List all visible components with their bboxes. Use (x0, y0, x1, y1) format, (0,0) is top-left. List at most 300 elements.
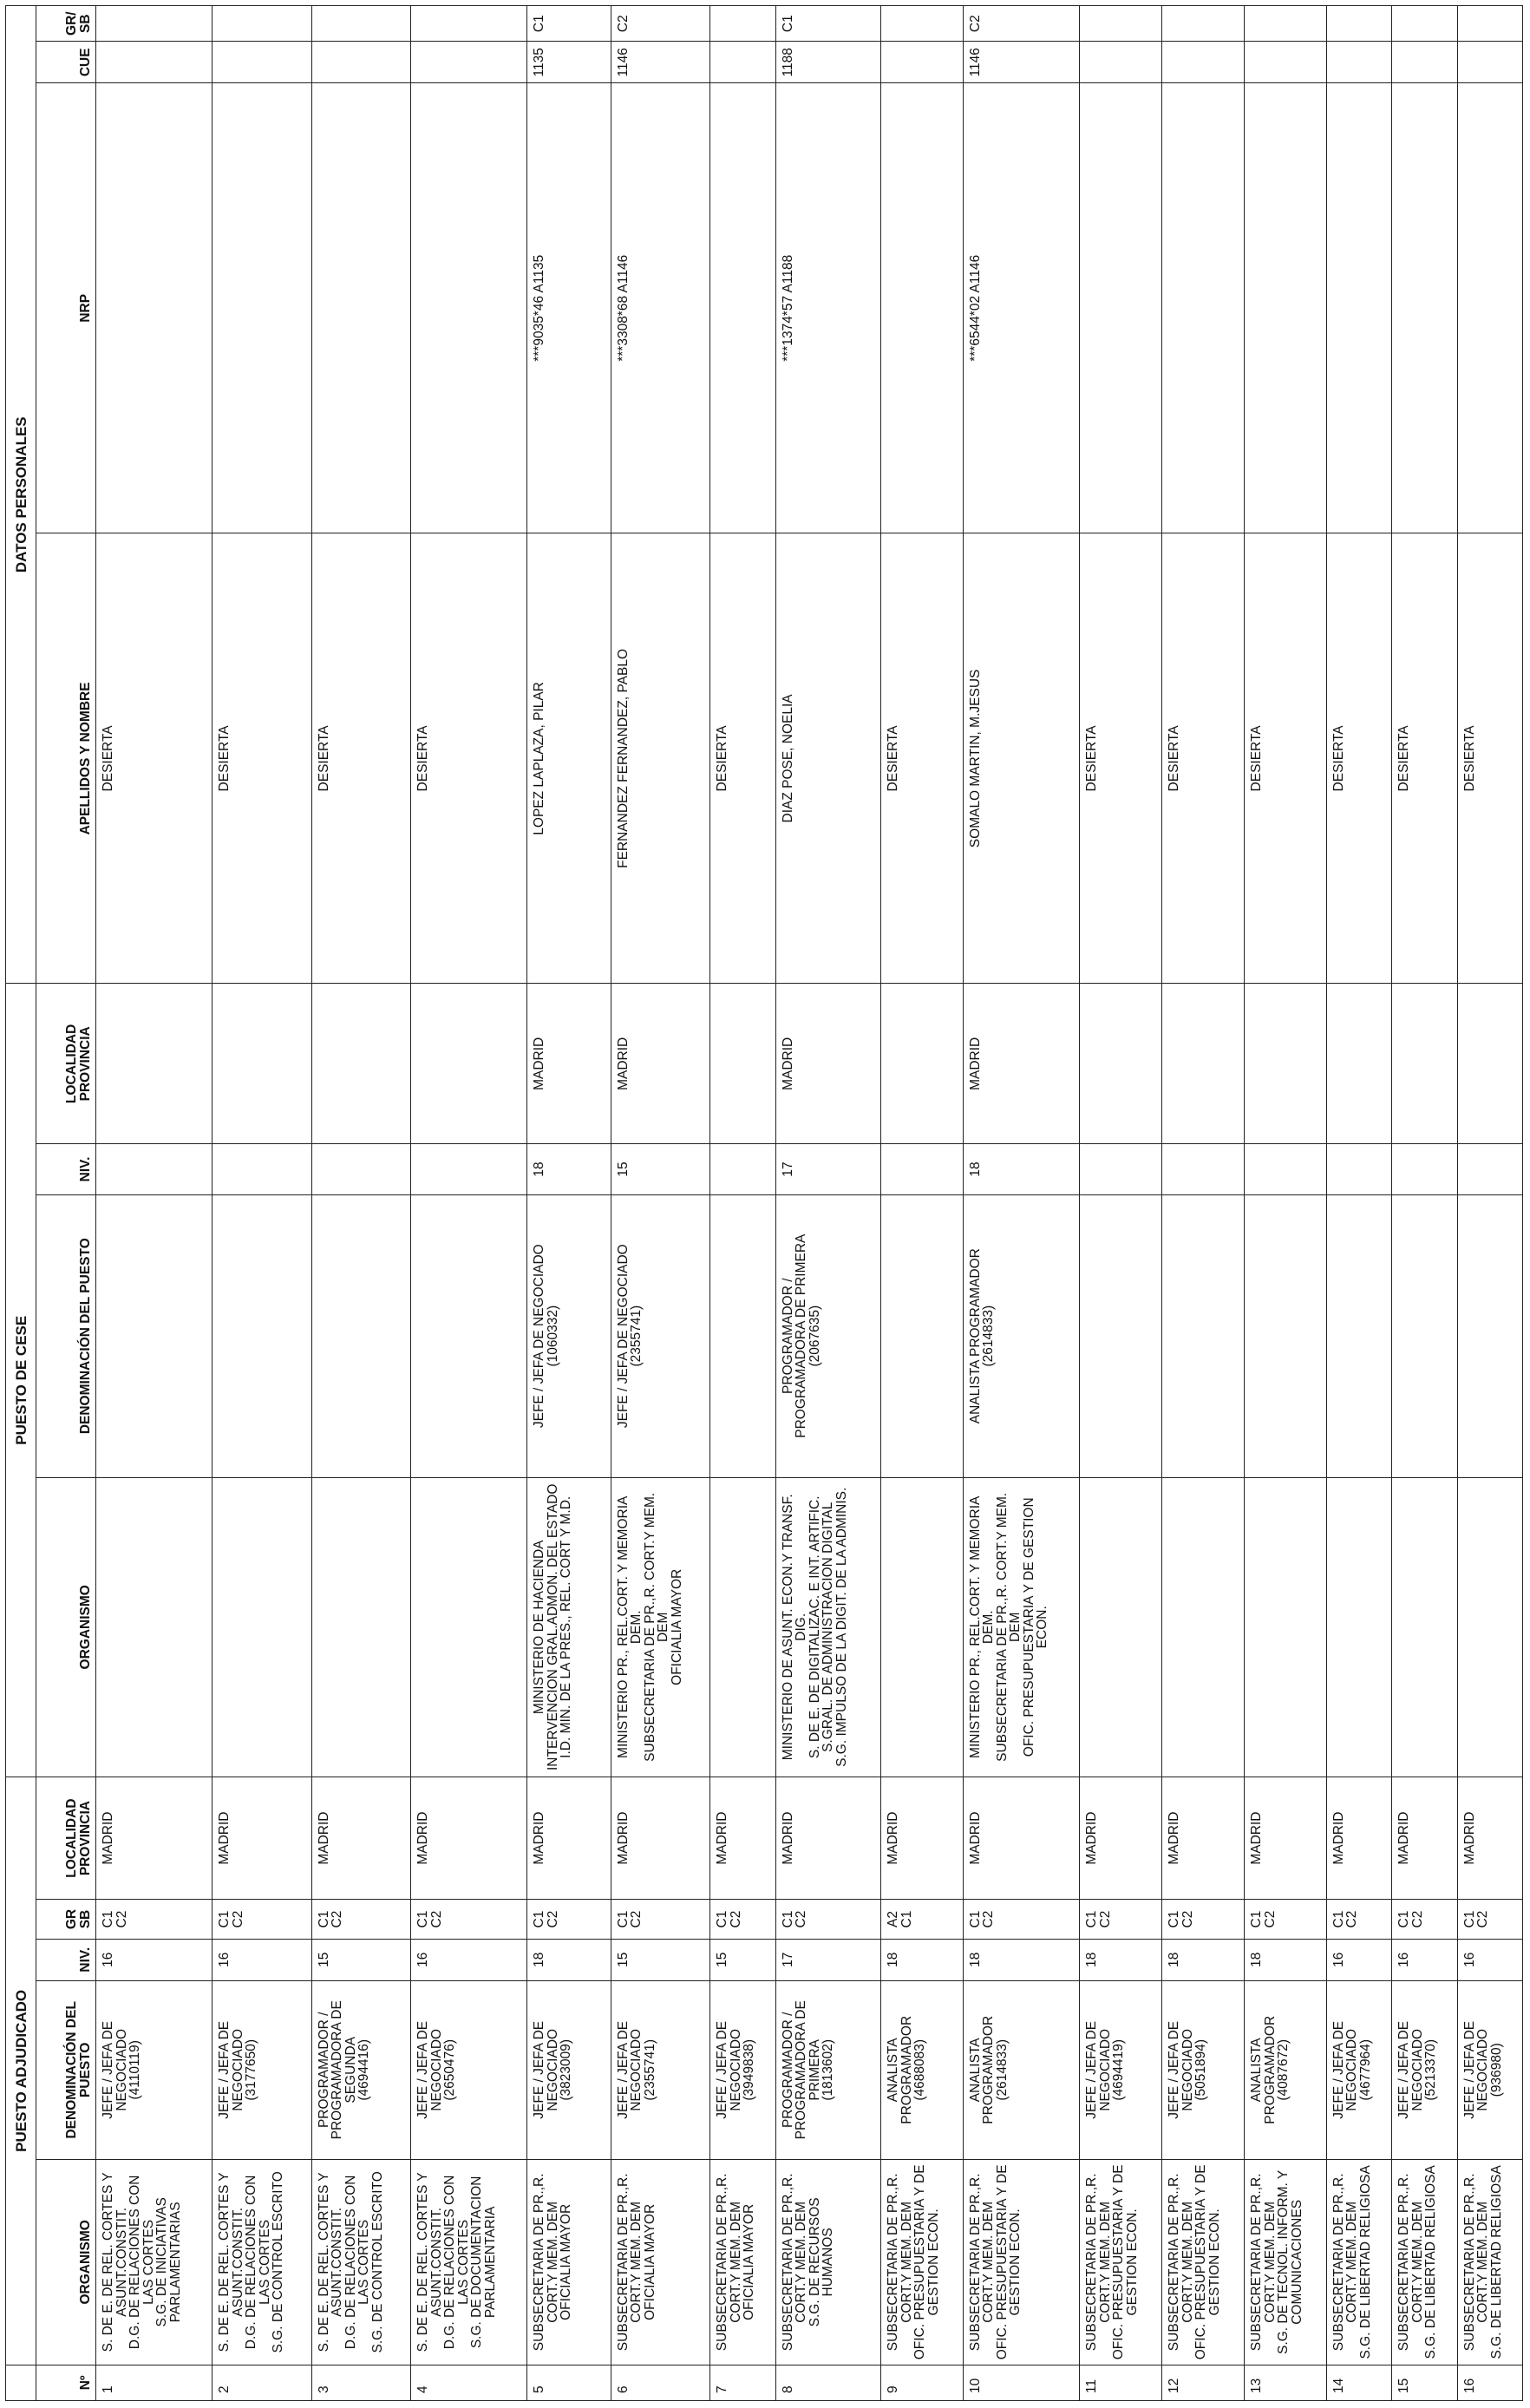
adjudicado-organismo-line: S. DE E. DE REL. CORTES Y ASUNT.CONSTIT. (217, 2172, 245, 2352)
adjudicado-denominacion-line: (5051894) (1193, 2038, 1209, 2101)
col-niv: NIV. (36, 1939, 96, 1980)
adjudicado-localidad: MADRID (96, 1777, 212, 1899)
adjudicado-grupo-line: C1 (1167, 1910, 1182, 1928)
cese-nivel: 17 (775, 1144, 881, 1195)
row-number: 3 (311, 2365, 411, 2400)
cese-denominacion (611, 1194, 710, 1477)
adjudicado-denominacion-line: (3177650) (244, 2038, 259, 2101)
adjudicado-grupo-line: C2 (545, 1910, 560, 1928)
cese-denominacion (1245, 1194, 1327, 1477)
apellidos-nombre: DESIERTA (1245, 533, 1327, 984)
adjudicado-nivel: 16 (411, 1939, 527, 1980)
adjudicado-organismo-line: SUBSECRETARIA DE PR.,R. CORT.Y MEM. DEM (1249, 2173, 1278, 2352)
adjudicado-denominacion-line: ANALISTA PROGRAMADOR (967, 2015, 997, 2124)
apellidos-nombre: DESIERTA (1162, 533, 1245, 984)
adjudicado-organismo-line: S.G. DE LIBERTAD RELIGIOSA (1423, 2165, 1439, 2359)
adjudicado-localidad: MADRID (411, 1777, 527, 1899)
row-number: 15 (1392, 2365, 1457, 2400)
adjudicado-denominacion-line: (5213370) (1423, 2038, 1439, 2101)
adjudicado-organismo-line: OFICIALIA MAYOR (642, 2203, 657, 2320)
apellidos-nombre: DESIERTA (311, 533, 411, 984)
adjudicado-organismo (1326, 2159, 1391, 2365)
adjudicado-organismo (96, 2159, 212, 2365)
cese-organismo (881, 1477, 964, 1777)
nrp (311, 83, 411, 533)
cese-nivel (1457, 1144, 1522, 1195)
nrp (1245, 83, 1327, 533)
adjudicado-denominacion (411, 1980, 527, 2159)
row-number: 8 (775, 2365, 881, 2400)
cese-organismo (311, 1477, 411, 1777)
grupo-personal (1457, 6, 1522, 42)
table-row (1326, 6, 1391, 2401)
table-row (527, 6, 611, 2401)
adjudicado-organismo-line: S.G. DE DOCUMENTACION PARLAMENTARIA (469, 2176, 498, 2349)
adjudicado-denominacion (963, 1980, 1079, 2159)
adjudicado-denominacion-line: PROGRAMADOR / (780, 2012, 795, 2129)
cese-denominacion (1162, 1194, 1245, 1477)
cese-organismo (963, 1477, 1079, 1777)
row-number: 7 (710, 2365, 775, 2400)
adjudicado-organismo (527, 2159, 611, 2365)
cese-denominacion-line: JEFE / JEFA DE NEGOCIADO (532, 1244, 547, 1429)
adjudicado-organismo-line: OFICIALIA MAYOR (559, 2203, 574, 2320)
cese-denominacion (963, 1194, 1079, 1477)
cese-localidad: MADRID (611, 984, 710, 1144)
cese-denominacion-line: (1060332) (545, 1305, 560, 1367)
adjudicado-nivel: 16 (1457, 1939, 1522, 1980)
cese-localidad: MADRID (963, 984, 1079, 1144)
adjudicado-grupo-line: C2 (1475, 1910, 1491, 1928)
table-row (775, 6, 881, 2401)
cuerpo (1162, 42, 1245, 83)
cese-organismo (710, 1477, 775, 1777)
col-cese-niv: NIV. (36, 1144, 96, 1195)
col-localidad: LOCALIDAD PROVINCIA (36, 1777, 96, 1899)
adjudicado-nivel: 18 (881, 1939, 964, 1980)
grupo-personal (1080, 6, 1162, 42)
apellidos-nombre: SOMALO MARTIN, M.JESUS (963, 533, 1079, 984)
adjudicado-grupo (212, 1900, 312, 1940)
adjudicado-denominacion-line: (2355741) (642, 2038, 657, 2101)
adjudicado-localidad: MADRID (1326, 1777, 1391, 1899)
apellidos-nombre: DESIERTA (1457, 533, 1522, 984)
adjudicado-localidad: MADRID (1392, 1777, 1457, 1899)
adjudicado-organismo (1457, 2159, 1522, 2365)
table-row (411, 6, 527, 2401)
adjudicado-grupo-line: C2 (114, 1910, 129, 1928)
cese-denominacion (411, 1194, 527, 1477)
cese-nivel (1162, 1144, 1245, 1195)
row-number: 1 (96, 2365, 212, 2400)
cese-denominacion (1080, 1194, 1162, 1477)
adjudicado-organismo-line: S. DE E. DE REL. CORTES Y ASUNT.CONSTIT. (101, 2172, 129, 2352)
adjudicado-organismo (1392, 2159, 1457, 2365)
cese-organismo-line: MINISTERIO DE ASUNT. ECON.Y TRANSF. DIG. (780, 1494, 808, 1761)
grupo-personal (311, 6, 411, 42)
adjudicado-localidad: MADRID (775, 1777, 881, 1899)
adjudicado-organismo-line: S. DE E. DE REL. CORTES Y ASUNT.CONSTIT. (316, 2172, 345, 2352)
adjudicado-localidad: MADRID (212, 1777, 312, 1899)
adjudicado-nivel: 16 (1392, 1939, 1457, 1980)
grupo-personal (1162, 6, 1245, 42)
apellidos-nombre: DESIERTA (96, 533, 212, 984)
nrp (1162, 83, 1245, 533)
adjudicado-grupo (527, 1900, 611, 1940)
cese-organismo (1392, 1477, 1457, 1777)
adjudicado-denominacion-line: JEFE / JEFA DE NEGOCIADO (1461, 2020, 1491, 2119)
adjudicado-grupo (1162, 1900, 1245, 1940)
cese-organismo-line: MINISTERIO DE HACIENDA (532, 1540, 547, 1715)
adjudicado-grupo-line: C2 (230, 1910, 245, 1928)
apellidos-nombre: DESIERTA (411, 533, 527, 984)
table-body (96, 6, 1523, 2401)
adjudicado-denominacion-line: ANALISTA PROGRAMADOR (886, 2015, 914, 2124)
adjudicado-denominacion-line: JEFE / JEFA DE NEGOCIADO (1331, 2020, 1360, 2119)
nrp: ***3308*68 A1146 (611, 83, 710, 533)
adjudicado-grupo-line: C1 (899, 1910, 914, 1928)
nrp (1392, 83, 1457, 533)
adjudicado-grupo-line: C2 (330, 1910, 345, 1928)
adjudicado-denominacion-line: (1813602) (821, 2038, 835, 2101)
apellidos-nombre: DESIERTA (212, 533, 312, 984)
adjudicado-grupo-line: C2 (1409, 1910, 1425, 1928)
adjudicado-denominacion (1457, 1980, 1522, 2159)
adjudicado-organismo (1162, 2159, 1245, 2365)
adjudicado-denominacion-line: (4688083) (912, 2038, 928, 2101)
cese-organismo-line: INTERVENCION GRAL.ADMON. DEL ESTADO (545, 1483, 560, 1771)
cese-organismo-line: S. DE E. DE DIGITALIZAC. E INT. ARTIFIC. (807, 1495, 822, 1759)
adjudicado-organismo (212, 2159, 312, 2365)
adjudicado-grupo-line: C1 (1331, 1910, 1346, 1928)
apellidos-nombre: DESIERTA (881, 533, 964, 984)
cuerpo (1080, 42, 1162, 83)
adjudicado-denominacion (881, 1980, 964, 2159)
table-row (1392, 6, 1457, 2401)
nrp (212, 83, 312, 533)
adjudicado-denominacion (1392, 1980, 1457, 2159)
adjudicado-localidad: MADRID (1245, 1777, 1327, 1899)
adjudicado-organismo (311, 2159, 411, 2365)
adjudicado-grupo-line: C1 (1084, 1910, 1100, 1928)
adjudicado-organismo-line: OFIC. PRESUPUESTARIA Y DE GESTION ECON. (1193, 2164, 1222, 2360)
adjudicado-organismo-line: SUBSECRETARIA DE PR.,R. CORT.Y MEM. DEM (615, 2173, 644, 2352)
table-row (96, 6, 212, 2401)
adjudicado-nivel: 16 (212, 1939, 312, 1980)
col-gr-sb: GR SB (36, 1900, 96, 1940)
cese-denominacion (1326, 1194, 1391, 1477)
adjudicado-nivel: 15 (611, 1939, 710, 1980)
cese-organismo (527, 1477, 611, 1777)
adjudicado-denominacion-line: PROGRAMADOR / (316, 2012, 331, 2129)
adjudicado-denominacion (1162, 1980, 1245, 2159)
adjudicado-organismo-line: SUBSECRETARIA DE PR.,R. CORT.Y MEM. DEM (1396, 2173, 1425, 2352)
cese-denominacion (881, 1194, 964, 1477)
adjudicado-localidad: MADRID (527, 1777, 611, 1899)
cese-denominacion (1392, 1194, 1457, 1477)
grupo-personal (710, 6, 775, 42)
adjudicado-organismo-line: SUBSECRETARIA DE PR.,R. CORT.Y MEM. DEM (780, 2173, 808, 2352)
grupo-personal (1326, 6, 1391, 42)
grupo-personal: C2 (963, 6, 1079, 42)
cese-localidad: MADRID (527, 984, 611, 1144)
adjudicado-denominacion-line: JEFE / JEFA DE NEGOCIADO (615, 2020, 644, 2119)
adjudicado-denominacion-line: JEFE / JEFA DE NEGOCIADO (101, 2020, 129, 2119)
adjudicado-grupo (1080, 1900, 1162, 1940)
grupo-personal (411, 6, 527, 42)
adjudicado-organismo-line: SUBSECRETARIA DE PR.,R. CORT.Y MEM. DEM (1461, 2173, 1491, 2352)
adjudicado-denominacion (96, 1980, 212, 2159)
adjudicado-nivel: 18 (1245, 1939, 1327, 1980)
adjudicado-localidad: MADRID (1080, 1777, 1162, 1899)
adjudicado-grupo (311, 1900, 411, 1940)
adjudicado-grupo-line: C2 (629, 1910, 644, 1928)
cese-localidad (1080, 984, 1162, 1144)
cese-organismo-line: OFIC. PRESUPUESTARIA Y DE GESTION ECON. (1021, 1497, 1050, 1757)
table-row (212, 6, 312, 2401)
row-number: 12 (1162, 2365, 1245, 2400)
adjudicado-nivel: 15 (710, 1939, 775, 1980)
group-puesto-adjudicado: PUESTO ADJUDICADO (6, 1777, 36, 2365)
cese-organismo (1080, 1477, 1162, 1777)
adjudicado-grupo-line: C2 (1344, 1910, 1360, 1928)
col-apellidos: APELLIDOS Y NOMBRE (36, 533, 96, 984)
adjudicado-nivel: 18 (527, 1939, 611, 1980)
adjudicado-organismo-line: S.G. DE LIBERTAD RELIGIOSA (1488, 2165, 1504, 2359)
adjudicado-grupo-line: A2 (886, 1911, 901, 1928)
apellidos-nombre: LOPEZ LAPLAZA, PILAR (527, 533, 611, 984)
adjudicado-denominacion (611, 1980, 710, 2159)
cese-nivel (212, 1144, 312, 1195)
cese-organismo-line: SUBSECRETARIA DE PR.,R. CORT.Y MEM. DEM (642, 1492, 671, 1762)
cuerpo (710, 42, 775, 83)
cese-organismo-line: S.GRAL. DE ADMINISTRACION DIGITAL (821, 1502, 835, 1752)
adjudicado-grupo-line: C1 (101, 1910, 115, 1928)
adjudicado-denominacion (212, 1980, 312, 2159)
cese-localidad (1162, 984, 1245, 1144)
nrp (411, 83, 527, 533)
adjudicado-organismo-line: D.G. DE RELACIONES CON LAS CORTES (244, 2175, 272, 2350)
adjudicado-grupo-line: C2 (1180, 1910, 1195, 1928)
adjudicado-grupo (1457, 1900, 1522, 1940)
adjudicado-grupo-line: C1 (217, 1910, 232, 1928)
row-number: 5 (527, 2365, 611, 2400)
adjudicado-grupo (881, 1900, 964, 1940)
adjudicado-denominacion-line: (4110119) (128, 2040, 142, 2100)
cese-localidad (881, 984, 964, 1144)
adjudicado-denominacion-line: (936980) (1488, 2043, 1504, 2097)
adjudicado-grupo (411, 1900, 527, 1940)
cese-denominacion-line: PROGRAMADOR / (780, 1278, 795, 1394)
cese-organismo (96, 1477, 212, 1777)
table-row (1457, 6, 1522, 2401)
nrp (96, 83, 212, 533)
adjudicado-denominacion-line: JEFE / JEFA DE NEGOCIADO (415, 2020, 444, 2119)
apellidos-nombre: DESIERTA (1080, 533, 1162, 984)
adjudicado-denominacion-line: (2650476) (442, 2038, 458, 2101)
cese-organismo (1245, 1477, 1327, 1777)
cese-denominacion-line: (2355741) (629, 1305, 644, 1367)
cese-nivel: 18 (963, 1144, 1079, 1195)
col-nrp: NRP (36, 83, 96, 533)
adjudicado-localidad: MADRID (1162, 1777, 1245, 1899)
adjudicado-denominacion (710, 1980, 775, 2159)
cese-organismo-line: OFICIALIA MAYOR (669, 1568, 684, 1685)
adjudicado-organismo (881, 2159, 964, 2365)
adjudicado-grupo-line: C1 (715, 1910, 730, 1928)
corner-cell (6, 2365, 36, 2400)
adjudicado-grupo-line: C2 (1097, 1910, 1113, 1928)
nrp (710, 83, 775, 533)
cuerpo (411, 42, 527, 83)
cese-localidad (212, 984, 312, 1144)
cuerpo: 1146 (611, 42, 710, 83)
cese-denominacion-line: PROGRAMADORA DE PRIMERA (794, 1233, 808, 1438)
adjudicado-organismo (411, 2159, 527, 2365)
group-datos-personales: DATOS PERSONALES (6, 6, 36, 985)
grupo-personal (1245, 6, 1327, 42)
apellidos-nombre: DESIERTA (1392, 533, 1457, 984)
row-number: 4 (411, 2365, 527, 2400)
adjudicado-denominacion-line: JEFE / JEFA DE NEGOCIADO (1167, 2020, 1195, 2119)
adjudicado-denominacion-line: JEFE / JEFA DE NEGOCIADO (217, 2020, 245, 2119)
grupo-personal (1392, 6, 1457, 42)
adjudicado-organismo-line: S.G. DE LIBERTAD RELIGIOSA (1357, 2165, 1373, 2359)
cese-organismo-line: S.G. IMPULSO DE LA DIGIT. DE LA ADMINIS. (834, 1487, 849, 1767)
adjudicado-organismo (611, 2159, 710, 2365)
adjudicado-organismo-line: SUBSECRETARIA DE PR.,R. CORT.Y MEM. DEM (715, 2173, 743, 2352)
adjudicado-denominacion-line: (4677964) (1357, 2038, 1373, 2101)
adjudicado-organismo-line: SUBSECRETARIA DE PR.,R. CORT.Y MEM. DEM (1331, 2173, 1360, 2352)
adjudicado-denominacion-line: JEFE / JEFA DE NEGOCIADO (1396, 2020, 1425, 2119)
adjudicado-organismo (710, 2159, 775, 2365)
apellidos-nombre: DIAZ POSE, NOELIA (775, 533, 881, 984)
adjudicado-denominacion-line: (4087672) (1276, 2038, 1291, 2101)
cese-nivel (96, 1144, 212, 1195)
col-cese-localidad: LOCALIDAD PROVINCIA (36, 984, 96, 1144)
nrp: ***6544*02 A1146 (963, 83, 1079, 533)
cuerpo: 1188 (775, 42, 881, 83)
adjudicado-organismo-line: OFIC. PRESUPUESTARIA Y DE GESTION ECON. (912, 2164, 941, 2360)
adjudicado-denominacion (311, 1980, 411, 2159)
cese-organismo (1457, 1477, 1522, 1777)
cese-organismo (1162, 1477, 1245, 1777)
cese-denominacion (311, 1194, 411, 1477)
grupo-personal (96, 6, 212, 42)
cuerpo (1392, 42, 1457, 83)
adjudicado-grupo (96, 1900, 212, 1940)
cese-localidad: MADRID (775, 984, 881, 1144)
adjudicado-grupo-line: C1 (532, 1910, 547, 1928)
cese-denominacion (212, 1194, 312, 1477)
cese-localidad (411, 984, 527, 1144)
cese-organismo-line: MINISTERIO PR., REL.CORT. Y MEMORIA DEM. (967, 1495, 997, 1758)
cuerpo (96, 42, 212, 83)
adjudicado-organismo (1245, 2159, 1327, 2365)
grupo-personal: C1 (775, 6, 881, 42)
cese-nivel: 15 (611, 1144, 710, 1195)
table-row (881, 6, 964, 2401)
nrp (1326, 83, 1391, 533)
adjudicado-organismo (1080, 2159, 1162, 2365)
adjudicado-organismo-line: D.G. DE RELACIONES CON LAS CORTES (442, 2175, 471, 2350)
adjudicado-denominacion (1245, 1980, 1327, 2159)
adjudicado-nivel: 18 (1162, 1939, 1245, 1980)
adjudicado-grupo-line: C2 (428, 1910, 444, 1928)
cese-localidad (96, 984, 212, 1144)
cese-nivel (311, 1144, 411, 1195)
adjudicado-organismo-line: S.G. DE INICIATIVAS PARLAMENTARIAS (154, 2197, 183, 2327)
cese-localidad (1457, 984, 1522, 1144)
cese-organismo (775, 1477, 881, 1777)
cese-organismo (1326, 1477, 1391, 1777)
row-number: 10 (963, 2365, 1079, 2400)
cese-denominacion-line: ANALISTA PROGRAMADOR (967, 1248, 983, 1424)
adjudicado-grupo (1245, 1900, 1327, 1940)
adjudicado-organismo-line: D.G. DE RELACIONES CON LAS CORTES (343, 2175, 372, 2350)
adjudicado-denominacion-line: (4694419) (1111, 2038, 1127, 2101)
cese-localidad (1392, 984, 1457, 1144)
cese-denominacion (1457, 1194, 1522, 1477)
adjudicado-grupo-line: C1 (1396, 1910, 1412, 1928)
table-row (311, 6, 411, 2401)
col-organismo: ORGANISMO (36, 2159, 96, 2365)
col-gr-sb-personal: GR/ SB (36, 6, 96, 42)
cuerpo: 1146 (963, 42, 1079, 83)
table-row (1162, 6, 1245, 2401)
adjudicado-denominacion-line: PROGRAMADORA DE PRIMERA (794, 2000, 822, 2140)
row-number: 14 (1326, 2365, 1391, 2400)
apellidos-nombre: FERNANDEZ FERNANDEZ, PABLO (611, 533, 710, 984)
adjudicado-denominacion-line: (3949838) (742, 2038, 757, 2101)
col-cese-denominacion: DENOMINACIÓN DEL PUESTO (36, 1194, 96, 1477)
row-number: 2 (212, 2365, 312, 2400)
row-number: 13 (1245, 2365, 1327, 2400)
adjudicado-localidad: MADRID (1457, 1777, 1522, 1899)
adjudicado-organismo-line: SUBSECRETARIA DE PR.,R. CORT.Y MEM. DEM (1084, 2173, 1113, 2352)
adjudicado-organismo-line: OFIC. PRESUPUESTARIA Y DE GESTION ECON. (994, 2164, 1023, 2360)
cese-nivel (1245, 1144, 1327, 1195)
grupo-personal (212, 6, 312, 42)
adjudicado-denominacion-line: JEFE / JEFA DE NEGOCIADO (1084, 2020, 1113, 2119)
adjudicado-denominacion-line: PROGRAMADORA DE SEGUNDA (330, 2000, 358, 2140)
adjudicado-nivel: 16 (1326, 1939, 1391, 1980)
cese-nivel (1392, 1144, 1457, 1195)
adjudicado-organismo-line: SUBSECRETARIA DE PR.,R. CORT.Y MEM. DEM (886, 2173, 914, 2352)
apellidos-nombre: DESIERTA (710, 533, 775, 984)
cese-nivel (411, 1144, 527, 1195)
table-row (963, 6, 1079, 2401)
adjudicado-grupo (963, 1900, 1079, 1940)
adjudicado-grupo-line: C1 (415, 1910, 431, 1928)
cese-organismo (611, 1477, 710, 1777)
cese-organismo-line: MINISTERIO PR., REL.CORT. Y MEMORIA DEM. (615, 1495, 644, 1758)
adjudicado-organismo (775, 2159, 881, 2365)
adjudicado-grupo (1392, 1900, 1457, 1940)
adjudicado-localidad: MADRID (611, 1777, 710, 1899)
adjudicado-denominacion-line: ANALISTA PROGRAMADOR (1249, 2015, 1278, 2124)
row-number: 6 (611, 2365, 710, 2400)
adjudicado-grupo (611, 1900, 710, 1940)
adjudicado-grupo-line: C2 (1262, 1910, 1278, 1928)
row-number: 9 (881, 2365, 964, 2400)
adjudicado-nivel: 18 (963, 1939, 1079, 1980)
adjudicado-organismo (963, 2159, 1079, 2365)
apellidos-nombre: DESIERTA (1326, 533, 1391, 984)
adjudicado-organismo-line: S.G. DE TECNOL. INFORM. Y COMUNICACIONES (1276, 2169, 1304, 2354)
cuerpo (212, 42, 312, 83)
adjudicado-organismo-line: S.G. DE CONTROL ESCRITO (271, 2171, 286, 2353)
